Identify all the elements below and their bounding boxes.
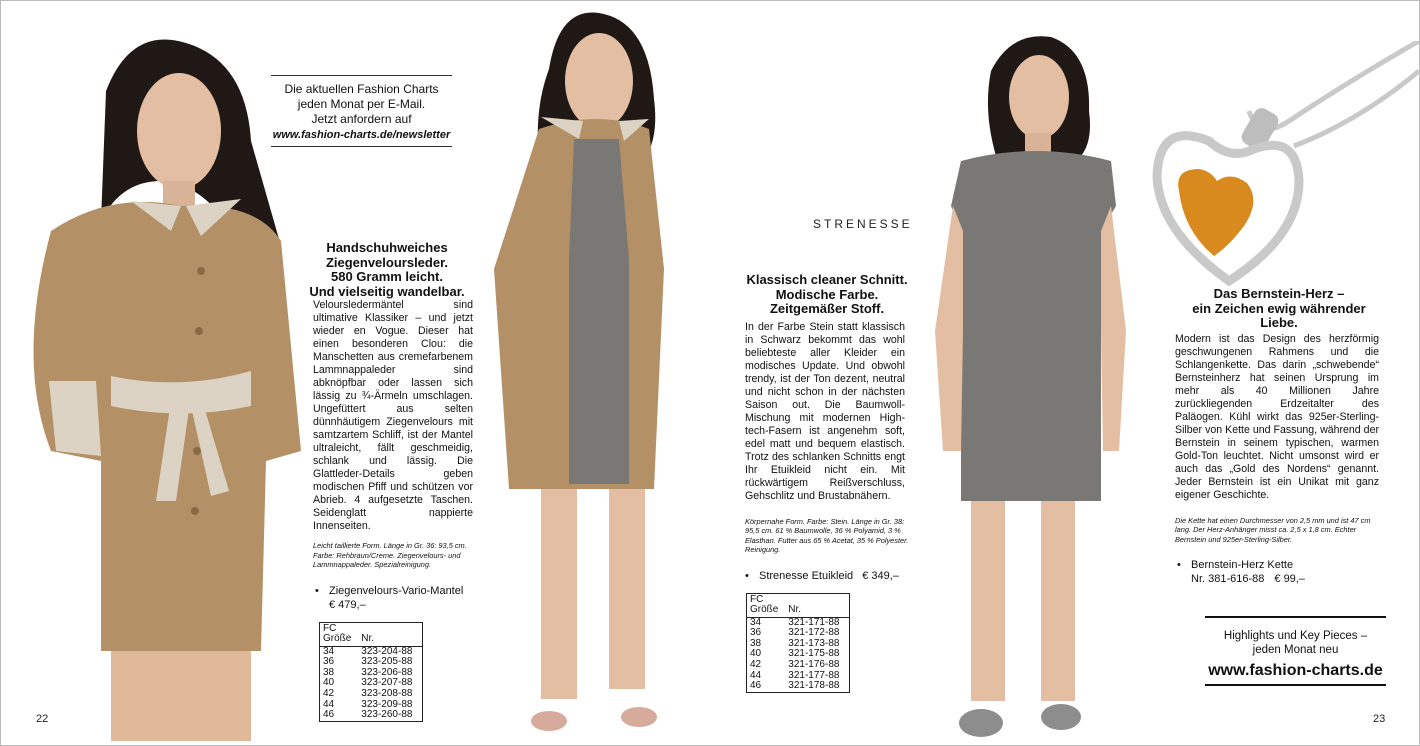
dress-details: Körpernahe Form. Farbe: Stein. Länge in Gr. 38: 95,5 cm. 61 % Baumwolle, 36 % Polyamid, 3 % Elasthan. Futter aus 65 % Acetat, 35 % Polyester. Reinigung.	[745, 516, 909, 554]
nr-cell: 321-177-88	[788, 669, 840, 681]
size-label: Größe	[323, 633, 352, 645]
dress-body-text: In der Farbe Stein statt klassisch in Schwarz bekommt das wohl beliebteste aller Kleider ein modisches Update. Und obwohl trendy, ist der Ton dezent, neutral und nicht schon in der nächsten Saison out. Die Baumwoll-Mischung mit modernen High-tech-Fasern ist angenehm soft, edel matt und bequem elastisch. Trotz des schlanken Schnitts engt Ihr Etuikleid nicht ein. Mit rückwärtigem Reißverschluss, Gehschlitz und Brustabnähern.	[745, 320, 905, 502]
nr-cell: 323-206-88	[361, 666, 413, 678]
size-label: Größe	[750, 604, 779, 616]
coat-headline-line: 580 Gramm leicht.	[331, 269, 443, 284]
coat-headline-line: Ziegenveloursleder.	[325, 254, 449, 270]
size-cell: 42	[323, 688, 335, 700]
pendant-text-column	[1173, 287, 1385, 586]
bullet: •	[1177, 559, 1181, 571]
pendant-headline-line: ein Zeichen ewig währender	[1192, 300, 1366, 316]
nr-cell: 321-171-88	[788, 616, 840, 628]
coat-headline-line: Und vielseitig wandelbar.	[309, 283, 465, 299]
nr-cell: 323-209-88	[361, 698, 413, 710]
size-cell: 36	[323, 656, 335, 668]
coat-size-table	[319, 622, 423, 722]
coat-details: Leicht taillierte Form. Länge in Gr. 36: 93,5 cm. Farbe: Rehbraun/Creme. Ziegenvelours- und Lammnappaleder. Spezialreinigung.	[313, 541, 467, 569]
amber-heart-pendant-photo	[1149, 41, 1420, 291]
size-cell: 36	[750, 627, 762, 639]
page-number-right: 23	[1373, 713, 1386, 725]
dress-headline	[741, 273, 913, 317]
size-cell: 34	[323, 645, 335, 657]
pendant-headline	[1173, 287, 1385, 331]
model-suede-coat-photo	[11, 31, 311, 741]
newsletter-line2: jeden Monat per E-Mail.	[297, 97, 426, 111]
pendant-product-name: Bernstein-Herz Kette	[1191, 559, 1294, 571]
nr-cell: 321-176-88	[788, 659, 840, 671]
coat-price: € 479,–	[329, 598, 366, 611]
size-header	[320, 622, 359, 646]
fc-label: FC	[323, 622, 337, 634]
fc-label: FC	[750, 593, 764, 605]
coat-product-name: Ziegenvelours-Vario-Mantel	[329, 584, 464, 597]
nr-cell: 323-204-88	[361, 645, 413, 657]
size-cell: 44	[750, 669, 762, 681]
dress-price: € 349,–	[862, 569, 899, 582]
coat-text-column	[301, 241, 473, 722]
size-cell: 42	[750, 659, 762, 671]
table-row	[747, 681, 850, 692]
model-coat-over-dress-photo	[479, 9, 689, 739]
dress-headline-line: Modische Farbe.	[775, 286, 879, 302]
dress-headline-line: Klassisch cleaner Schnitt.	[746, 272, 908, 287]
size-cell: 34	[750, 616, 762, 628]
pendant-product	[1177, 558, 1385, 586]
nr-cell: 321-178-88	[788, 680, 840, 692]
coat-product	[315, 584, 473, 612]
page-number-left: 22	[36, 713, 49, 725]
size-cell: 46	[750, 680, 762, 692]
nr-cell: 321-175-88	[788, 648, 840, 660]
dress-product-name: Strenesse Etuikleid	[759, 569, 854, 582]
pendant-headline-line: Das Bernstein-Herz –	[1213, 286, 1345, 301]
newsletter-line3: Jetzt anfordern auf	[311, 112, 412, 126]
size-cell: 40	[323, 677, 335, 689]
nr-header: Nr.	[361, 633, 375, 645]
promo-line1: Highlights und Key Pieces –	[1223, 630, 1368, 642]
dress-text-column	[741, 273, 913, 693]
size-cell: 38	[750, 637, 762, 649]
nr-cell: 321-172-88	[788, 627, 840, 639]
pendant-details: Die Kette hat einen Durchmesser von 2,5 mm und ist 47 cm lang. Der Herz-Anhänger misst ca. 2,5 x 1,8 cm. Echter Bernstein und 925er-Sterling-Silber.	[1175, 515, 1371, 544]
table-row	[320, 710, 423, 721]
bullet: •	[745, 569, 749, 582]
promo-box	[1205, 616, 1386, 686]
pendant-headline-line: Liebe.	[1260, 315, 1298, 330]
nr-cell: 323-207-88	[361, 677, 413, 689]
coat-headline-line: Handschuhweiches	[326, 240, 448, 255]
nr-header: Nr.	[788, 604, 802, 616]
newsletter-line1: Die aktuellen Fashion Charts	[284, 82, 439, 96]
coat-headline	[301, 241, 473, 299]
nr-cell: 321-173-88	[788, 637, 840, 649]
pendant-price: € 99,–	[1274, 573, 1305, 585]
newsletter-box	[271, 75, 452, 147]
pendant-body-text: Modern ist das Design des herzförmig geschwungenen Rahmens und die Schlangenkette. Das darin „schwebende“ Bernsteinherz hat seinen Ursprung im mehr als 40 Millionen Jahre zurückliegenden Erdzeitalter des Paläogen. Kühl wirkt das 925er-Sterling-Silber von Kette und Fassung, während der Bernstein in seinem typischen, warmen Gold-Ton leuchtet. Nicht umsonst wird er auch das „Gold des Nordens“ genannt. Jeder Bernstein ist ein Unikat mit ganz eigener Geschichte.	[1175, 332, 1379, 501]
size-cell: 38	[323, 666, 335, 678]
dress-product	[745, 569, 913, 583]
size-cell: 46	[323, 709, 335, 721]
size-cell: 44	[323, 698, 335, 710]
promo-line2: jeden Monat neu	[1252, 644, 1339, 656]
newsletter-url-link[interactable]: www.fashion-charts.de/newsletter	[272, 129, 451, 141]
model-grey-dress-photo	[921, 31, 1141, 743]
bullet: •	[315, 584, 319, 597]
dress-headline-line: Zeitgemäßer Stoff.	[769, 301, 885, 316]
promo-site-link[interactable]: www.fashion-charts.de	[1208, 662, 1383, 679]
size-cell: 40	[750, 648, 762, 660]
dress-size-table	[746, 593, 850, 693]
size-header	[747, 593, 786, 617]
nr-cell: 323-205-88	[361, 656, 413, 668]
coat-body-text: Veloursledermäntel sind ultimative Klassiker – und jetzt wieder en Vogue. Dieser hat einen besonderen Clou: die Manschetten aus cremefarbenem Lammnappaleder sind abknöpfbar oder lassen sich lässig zu ¾-Ärmeln umschlagen. Ungefüttert aus selten dünnhäutigem Ziegenvelours mit samtzartem Schliff, ist der Mantel ultraleicht, fällt geschmeidig, schlank und lässig. Die Glattleder-Details geben modischen Pfiff und schützen vor Abrieb. 4 aufgesetzte Taschen. Seidenglatt nappierte Innenseiten.	[313, 299, 473, 532]
pendant-product-nr: Nr. 381-616-88	[1191, 573, 1265, 585]
nr-cell: 323-260-88	[361, 709, 413, 721]
nr-cell: 323-208-88	[361, 688, 413, 700]
brand-label: STRENESSE	[813, 217, 913, 231]
